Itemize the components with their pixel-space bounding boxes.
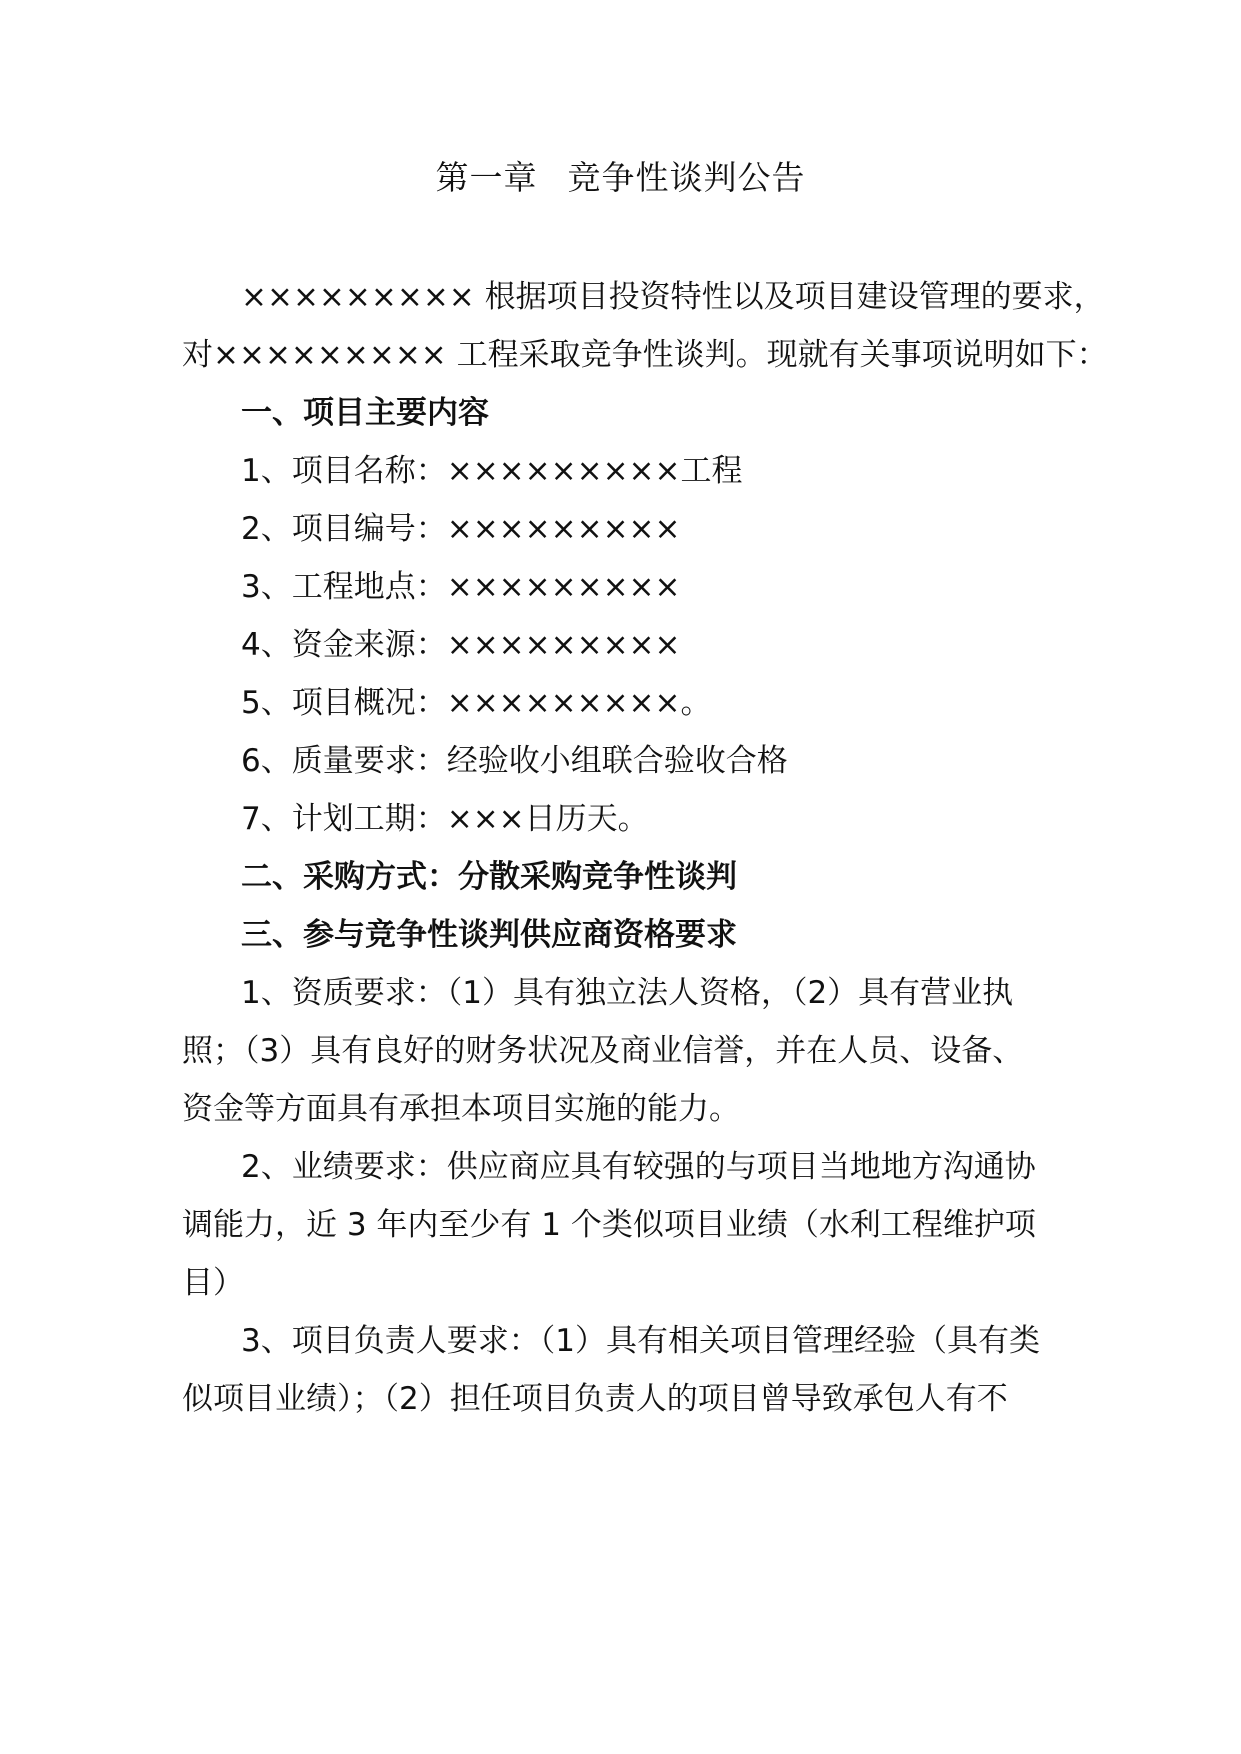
announcement-title: 竞争性谈判公告 xyxy=(567,158,806,197)
page-title xyxy=(0,156,1241,200)
item-quality-requirement: 6、质量要求：经验收小组联合验收合格 xyxy=(241,743,788,779)
item-project-location: 3、工程地点：××××××××× xyxy=(241,569,681,605)
item-project-name: 1、项目名称：×××××××××工程 xyxy=(241,453,743,489)
manager-req-line-2: 似项目业绩）；（2）担任项目负责人的项目曾导致承包人有不 xyxy=(182,1381,1008,1417)
performance-req-line-1: 2、业绩要求：供应商应具有较强的与项目当地地方沟通协 xyxy=(241,1149,1036,1185)
intro-line-1: ××××××××× 根据项目投资特性以及项目建设管理的要求， xyxy=(241,279,1105,315)
section1-heading: 一、项目主要内容 xyxy=(241,395,489,431)
qualification-req-line-1: 1、资质要求：（1）具有独立法人资格，（2）具有营业执 xyxy=(241,975,1014,1011)
qualification-req-line-3: 资金等方面具有承担本项目实施的能力。 xyxy=(182,1091,740,1127)
item-project-overview: 5、项目概况：×××××××××。 xyxy=(241,685,712,721)
item-funding-source: 4、资金来源：××××××××× xyxy=(241,627,681,663)
performance-req-line-2: 调能力，近 3 年内至少有 1 个类似项目业绩（水利工程维护项 xyxy=(182,1207,1036,1243)
chapter-label: 第一章 xyxy=(435,158,538,197)
manager-req-line-1: 3、项目负责人要求：（1）具有相关项目管理经验（具有类 xyxy=(241,1323,1040,1359)
intro-line-2: 对××××××××× 工程采取竞争性谈判。现就有关事项说明如下： xyxy=(182,337,1108,373)
section3-heading: 三、参与竞争性谈判供应商资格要求 xyxy=(241,917,737,953)
section2-heading: 二、采购方式：分散采购竞争性谈判 xyxy=(241,859,737,895)
performance-req-line-3: 目） xyxy=(182,1265,244,1301)
item-project-number: 2、项目编号：××××××××× xyxy=(241,511,681,547)
item-planned-duration: 7、计划工期：×××日历天。 xyxy=(241,801,649,837)
qualification-req-line-2: 照；（3）具有良好的财务状况及商业信誉，并在人员、设备、 xyxy=(182,1033,1024,1069)
